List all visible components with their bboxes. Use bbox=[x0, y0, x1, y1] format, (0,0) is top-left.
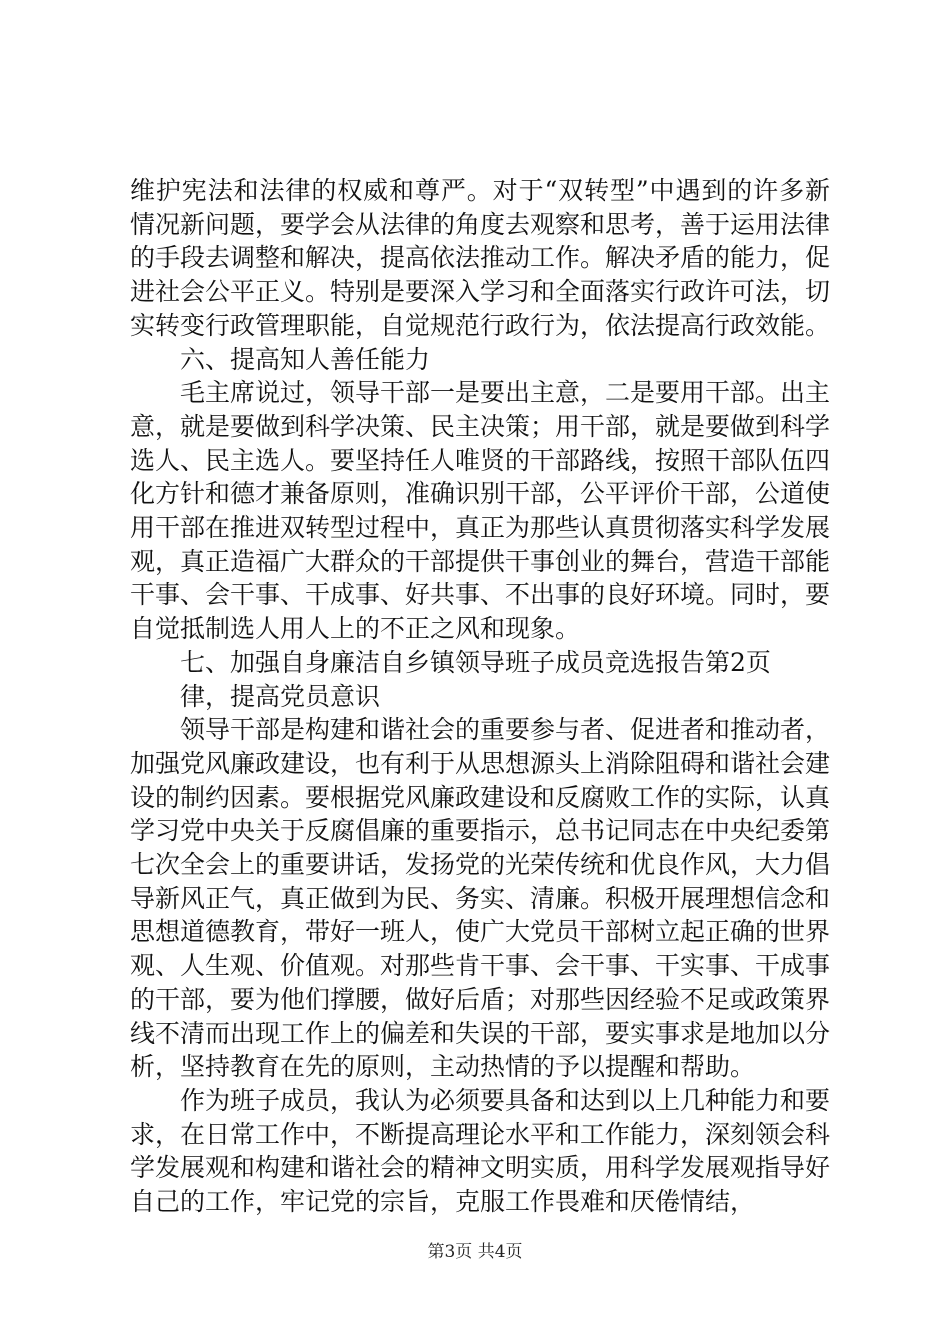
section-heading-seven-continued: 律，提高党员意识 bbox=[180, 681, 381, 711]
paragraph-cadre-selection: 毛主席说过，领导干部一是要出主意，二是要用干部。出主意，就是要做到科学决策、民主决策；用干部，就是要做到科学选人、民主选人。要坚持任人唯贤的干部路线，按照干部队伍四化方针和德才兼备原则，准确识别干部，公平评价干部，公道使用干部在推进双转型过程中，真正为那些认真贯彻落实科学发展观，真正造福广大群众的干部提供干事创业的舞台，营造干部能干事、会干事、干成事、好共事、不出事的良好环境。同时，要自觉抵制选人用人上的不正之风和现象。 bbox=[130, 378, 831, 644]
section-heading-six: 六、提高知人善任能力 bbox=[180, 344, 431, 374]
page-number-footer: 第3页 共4页 bbox=[427, 1242, 523, 1262]
paragraph-integrity: 领导干部是构建和谐社会的重要参与者、促进者和推动者，加强党风廉政建设，也有利于从思想源头上消除阻碍和谐社会建设的制约因素。要根据党风廉政建设和反腐败工作的实际，认真学习党中央关于反腐倡廉的重要指示，总书记同志在中央纪委第七次全会上的重要讲话，发扬党的光荣传统和优良作风，大力倡导新风正气，真正做到为民、务实、清廉。积极开展理想信念和思想道德教育，带好一班人，使广大党员干部树立起正确的世界观、人生观、价值观。对那些肯干事、会干事、干实事、干成事的干部，要为他们撑腰，做好后盾；对那些因经验不足或政策界线不清而出现工作上的偏差和失误的干部，要实事求是地加以分析，坚持教育在先的原则，主动热情的予以提醒和帮助。 bbox=[130, 715, 831, 1082]
paragraph-rule-of-law: 维护宪法和法律的权威和尊严。对于“双转型”中遇到的许多新情况新问题，要学会从法律的角度去观察和思考，善于运用法律的手段去调整和解决，提高依法推动工作。解决矛盾的能力，促进社会公平正义。特别是要深入学习和全面落实行政许可法，切实转变行政管理职能，自觉规范行政行为，依法提高行政效能。 bbox=[130, 176, 831, 340]
section-heading-seven: 七、加强自身廉洁自乡镇领导班子成员竞选报告第2页 bbox=[180, 647, 771, 677]
document-body bbox=[130, 174, 830, 1219]
paragraph-conclusion: 作为班子成员，我认为必须要具备和达到以上几种能力和要求，在日常工作中，不断提高理论水平和工作能力，深刻领会科学发展观和构建和谐社会的精神文明实质，用科学发展观指导好自己的工作，牢记党的宗旨，克服工作畏难和厌倦情结， bbox=[130, 1085, 831, 1217]
